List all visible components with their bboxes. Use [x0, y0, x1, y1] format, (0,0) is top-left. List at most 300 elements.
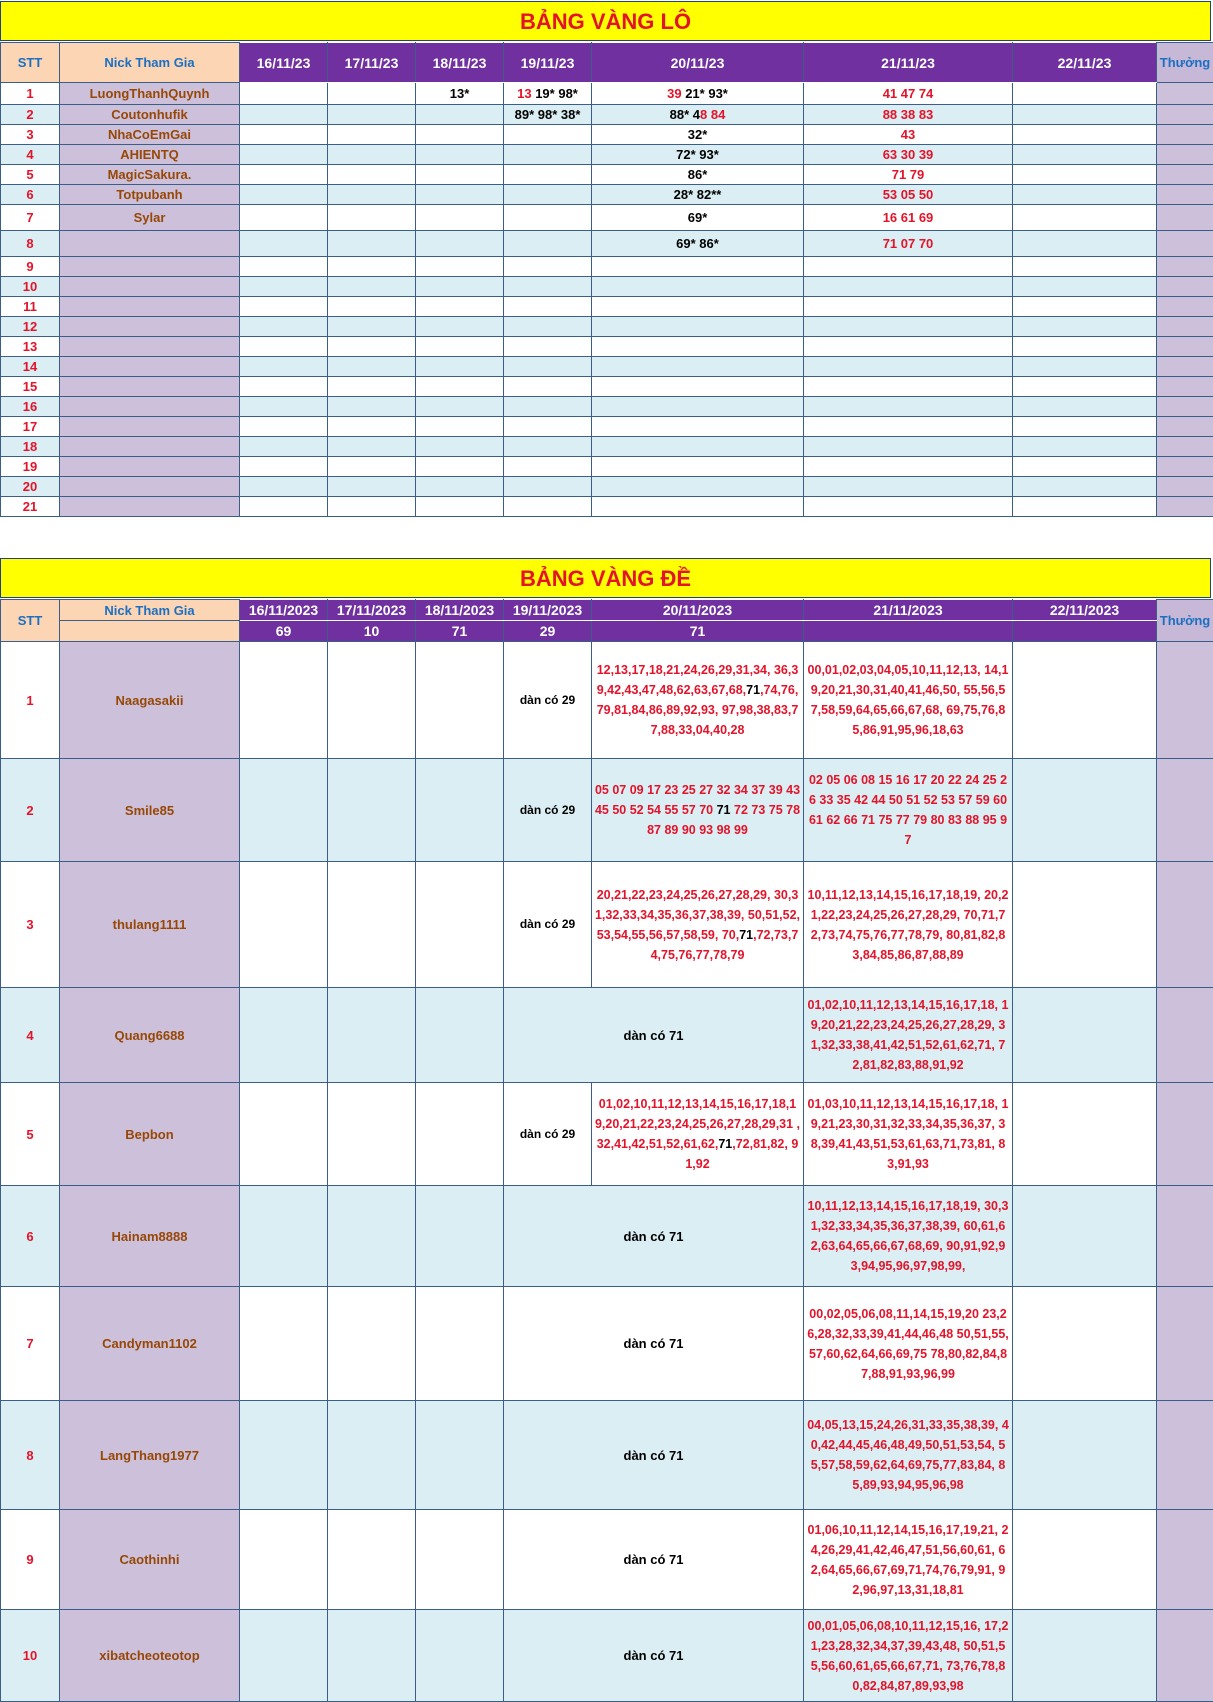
de-cell-18: [416, 759, 504, 862]
lo-cell-18: [416, 457, 504, 477]
lo-table-row: [1, 397, 1213, 417]
de-cell-18: [416, 862, 504, 988]
lo-row-nick: [60, 317, 240, 337]
lo-cell-20: [592, 231, 804, 257]
lo-cell-22: [1013, 297, 1157, 317]
de-row-thuong: [1157, 862, 1213, 988]
lo-cell-21: 63 30 39: [804, 145, 1013, 165]
lo-cell-18: [416, 477, 504, 497]
lo-cell-19: [504, 205, 592, 231]
lo-row-nick: [60, 417, 240, 437]
lo-row-nick: [60, 257, 240, 277]
lo-row-nick: MagicSakura.: [60, 165, 240, 185]
lo-cell-21: [804, 257, 1013, 277]
lo-row-stt: 14: [1, 357, 60, 377]
lo-cell-17: [328, 205, 416, 231]
lo-cell-22: [1013, 205, 1157, 231]
lo-cell-16: [240, 457, 328, 477]
lo-row-thuong: [1157, 477, 1213, 497]
lo-row-stt: 13: [1, 337, 60, 357]
lo-cell-22: [1013, 477, 1157, 497]
lo-cell-22: [1013, 257, 1157, 277]
lo-row-nick: [60, 437, 240, 457]
de-date-header: 20/11/2023: [592, 600, 804, 621]
de-cell-20: [592, 759, 804, 862]
de-row-thuong: [1157, 1510, 1213, 1610]
lo-row-nick: NhaCoEmGai: [60, 125, 240, 145]
lo-cell-20: [592, 257, 804, 277]
lo-row-thuong: [1157, 437, 1213, 457]
lo-table-row: [1, 83, 1213, 105]
de-cell-22: [1013, 1287, 1157, 1401]
lo-row-nick: Totpubanh: [60, 185, 240, 205]
de-row-nick: Quang6688: [60, 988, 240, 1083]
lo-cell-19: [504, 337, 592, 357]
lo-cell-18: 13*: [416, 83, 504, 105]
de-cell-22: [1013, 1186, 1157, 1287]
de-row-thuong: [1157, 1287, 1213, 1401]
lo-cell-21: [804, 337, 1013, 357]
lo-cell-18: [416, 165, 504, 185]
lo-cell-21: 88 38 83: [804, 105, 1013, 125]
lo-cell-18: [416, 205, 504, 231]
lo-pick-text: 69* 86*: [676, 236, 719, 251]
de-hit-number: 71: [746, 683, 760, 697]
de-cell-17: [328, 642, 416, 759]
de-row-stt: 4: [1, 988, 60, 1083]
lo-hit-number: 8 84: [700, 107, 725, 122]
lo-row-thuong: [1157, 297, 1213, 317]
de-cell-16: [240, 759, 328, 862]
lo-cell-18: [416, 317, 504, 337]
de-pick-numbers: 05 07 09 17 23 25 27 32 34 37 39 43 45 50 52 54 55 57 70: [595, 783, 800, 817]
lo-row-nick: Sylar: [60, 205, 240, 231]
lo-cell-18: [416, 417, 504, 437]
lo-hit-number: 13: [517, 86, 531, 101]
lo-cell-18: [416, 377, 504, 397]
de-nick-header-blank: [60, 621, 240, 642]
lo-date-header: 21/11/23: [804, 43, 1013, 83]
lo-row-stt: 3: [1, 125, 60, 145]
lo-row-nick: LuongThanhQuynh: [60, 83, 240, 105]
de-result-value: [804, 621, 1013, 642]
lo-cell-17: [328, 497, 416, 517]
lo-cell-21: [804, 277, 1013, 297]
de-row-nick: Hainam8888: [60, 1186, 240, 1287]
lo-cell-21: [804, 497, 1013, 517]
lo-cell-22: [1013, 357, 1157, 377]
lo-cell-22: [1013, 231, 1157, 257]
lo-row-thuong: [1157, 257, 1213, 277]
lo-cell-16: [240, 105, 328, 125]
de-cell-17: [328, 759, 416, 862]
de-cell-22: [1013, 862, 1157, 988]
de-table-row: [1, 759, 1213, 862]
de-date-header: 16/11/2023: [240, 600, 328, 621]
de-row-thuong: [1157, 1186, 1213, 1287]
lo-cell-16: [240, 377, 328, 397]
lo-row-stt: 4: [1, 145, 60, 165]
lo-cell-17: [328, 477, 416, 497]
de-title: BẢNG VÀNG ĐỀ: [520, 566, 691, 591]
lo-row-stt: 17: [1, 417, 60, 437]
lo-row-nick: [60, 357, 240, 377]
lo-cell-22: [1013, 397, 1157, 417]
lo-table-row: [1, 337, 1213, 357]
lo-cell-20: [592, 205, 804, 231]
de-row-nick: Caothinhi: [60, 1510, 240, 1610]
lo-cell-22: [1013, 145, 1157, 165]
lo-row-thuong: [1157, 497, 1213, 517]
lo-row-stt: 15: [1, 377, 60, 397]
de-row-nick: Bepbon: [60, 1083, 240, 1186]
lo-cell-19: [504, 185, 592, 205]
lo-table-row: [1, 185, 1213, 205]
lo-cell-18: [416, 257, 504, 277]
lo-cell-17: [328, 257, 416, 277]
de-hit-number: 71: [739, 928, 753, 942]
lo-pick-text: 88* 4: [670, 107, 700, 122]
de-cell-21: 00,01,05,06,08,10,11,12,15,16, 17,21,23,28,32,34,37,39,43,48, 50,51,55,56,60,61,65,66,67,71, 73,76,78,80,82,84,87,89,93,98: [804, 1610, 1013, 1702]
de-row-nick: xibatcheoteotop: [60, 1610, 240, 1702]
de-cell-18: [416, 1186, 504, 1287]
de-row-thuong: [1157, 988, 1213, 1083]
lo-row-thuong: [1157, 357, 1213, 377]
lo-cell-20: [592, 497, 804, 517]
de-cell-16: [240, 1401, 328, 1510]
de-cell-dan-merged: dàn có 71: [504, 1510, 804, 1610]
lo-cell-19: [504, 497, 592, 517]
de-row-nick: LangThang1977: [60, 1401, 240, 1510]
lo-cell-16: [240, 357, 328, 377]
lo-cell-21: 43: [804, 125, 1013, 145]
de-cell-18: [416, 988, 504, 1083]
lo-cell-17: [328, 83, 416, 105]
de-row-stt: 3: [1, 862, 60, 988]
lo-table-row: [1, 437, 1213, 457]
de-table-row: [1, 1510, 1213, 1610]
de-date-header: 22/11/2023: [1013, 600, 1157, 621]
lo-pick-text: 72* 93*: [676, 147, 719, 162]
lo-cell-17: [328, 437, 416, 457]
de-cell-18: [416, 1510, 504, 1610]
lo-date-header: 16/11/23: [240, 43, 328, 83]
lo-row-stt: 8: [1, 231, 60, 257]
lo-row-stt: 9: [1, 257, 60, 277]
de-row-stt: 2: [1, 759, 60, 862]
lo-row-stt: 20: [1, 477, 60, 497]
lo-row-thuong: [1157, 457, 1213, 477]
lo-row-thuong: [1157, 165, 1213, 185]
lo-cell-16: [240, 165, 328, 185]
de-cell-21: 10,11,12,13,14,15,16,17,18,19, 20,21,22,23,24,25,26,27,28,29, 70,71,72,73,74,75,76,77,78,79, 80,81,82,83,84,85,86,87,88,89: [804, 862, 1013, 988]
lo-cell-19: [504, 145, 592, 165]
lo-cell-16: [240, 397, 328, 417]
lo-cell-21: 41 47 74: [804, 83, 1013, 105]
de-date-header: 19/11/2023: [504, 600, 592, 621]
de-cell-16: [240, 1287, 328, 1401]
lo-cell-17: [328, 417, 416, 437]
de-table-row: [1, 988, 1213, 1083]
lo-cell-22: [1013, 83, 1157, 105]
lo-cell-20: [592, 277, 804, 297]
de-cell-dan-merged: dàn có 71: [504, 1186, 804, 1287]
de-cell-22: [1013, 1083, 1157, 1186]
lo-cell-22: [1013, 185, 1157, 205]
lo-cell-19: [504, 437, 592, 457]
de-table-row: [1, 1287, 1213, 1401]
de-row-nick: thulang1111: [60, 862, 240, 988]
lo-table-row: [1, 125, 1213, 145]
lo-row-thuong: [1157, 377, 1213, 397]
de-row-thuong: [1157, 1610, 1213, 1702]
de-table: [0, 599, 1213, 1702]
de-result-value: 29: [504, 621, 592, 642]
de-cell-17: [328, 988, 416, 1083]
lo-date-header: 17/11/23: [328, 43, 416, 83]
lo-cell-21: 71 79: [804, 165, 1013, 185]
lo-cell-16: [240, 497, 328, 517]
lo-cell-17: [328, 231, 416, 257]
lo-cell-22: [1013, 337, 1157, 357]
de-table-row: [1, 862, 1213, 988]
lo-row-stt: 6: [1, 185, 60, 205]
lo-cell-19: [504, 357, 592, 377]
lo-cell-22: [1013, 437, 1157, 457]
de-cell-21: 01,02,10,11,12,13,14,15,16,17,18, 19,20,21,22,23,24,25,26,27,28,29, 31,32,33,38,41,42,51,52,61,62,71, 72,81,82,83,88,91,92: [804, 988, 1013, 1083]
de-cell-18: [416, 1287, 504, 1401]
lo-table-row: [1, 357, 1213, 377]
lo-cell-21: [804, 417, 1013, 437]
lo-cell-20: [592, 457, 804, 477]
lo-header-row: [1, 43, 1213, 83]
lo-cell-16: [240, 277, 328, 297]
lo-cell-16: [240, 477, 328, 497]
lo-row-thuong: [1157, 337, 1213, 357]
lo-row-thuong: [1157, 125, 1213, 145]
lo-cell-19: [504, 277, 592, 297]
de-cell-19: dàn có 29: [504, 1083, 592, 1186]
lo-table-row: [1, 477, 1213, 497]
de-row-stt: 8: [1, 1401, 60, 1510]
lo-cell-16: [240, 205, 328, 231]
de-row-nick: Smile85: [60, 759, 240, 862]
lo-row-thuong: [1157, 83, 1213, 105]
lo-cell-16: [240, 417, 328, 437]
lo-cell-18: [416, 125, 504, 145]
lo-title-banner: [0, 1, 1211, 41]
lo-cell-22: [1013, 165, 1157, 185]
lo-pick-text: 19* 98*: [532, 86, 578, 101]
de-row-nick: Naagasakii: [60, 642, 240, 759]
de-thuong-header: Thưởng: [1157, 600, 1213, 642]
de-cell-20: [592, 1083, 804, 1186]
lo-table-row: [1, 497, 1213, 517]
de-table-row: [1, 1186, 1213, 1287]
lo-row-nick: [60, 337, 240, 357]
de-cell-16: [240, 862, 328, 988]
lo-cell-20: [592, 397, 804, 417]
lo-pick-text: 69*: [688, 210, 708, 225]
lo-cell-20: [592, 437, 804, 457]
lo-row-thuong: [1157, 397, 1213, 417]
lo-cell-18: [416, 231, 504, 257]
lo-row-stt: 2: [1, 105, 60, 125]
lo-cell-19: [504, 105, 592, 125]
de-cell-18: [416, 1083, 504, 1186]
lo-pick-text: 86*: [688, 167, 708, 182]
lo-date-header: 22/11/23: [1013, 43, 1157, 83]
lo-row-stt: 16: [1, 397, 60, 417]
lo-table-row: [1, 165, 1213, 185]
lo-cell-16: [240, 257, 328, 277]
lo-pick-text: 21* 93*: [682, 86, 728, 101]
lo-row-stt: 1: [1, 83, 60, 105]
lo-cell-22: [1013, 497, 1157, 517]
lo-cell-17: [328, 337, 416, 357]
de-cell-dan-merged: dàn có 71: [504, 1401, 804, 1510]
de-row-nick: Candyman1102: [60, 1287, 240, 1401]
lo-stt-header: STT: [1, 43, 60, 83]
de-result-row: [1, 621, 1213, 642]
de-table-row: [1, 1083, 1213, 1186]
lo-cell-17: [328, 185, 416, 205]
lo-table-row: [1, 145, 1213, 165]
de-cell-21: 01,06,10,11,12,14,15,16,17,19,21, 24,26,29,41,42,46,47,51,56,60,61, 62,64,65,66,67,69,71,74,76,79,91, 92,96,97,13,31,18,81: [804, 1510, 1013, 1610]
lo-cell-17: [328, 145, 416, 165]
lo-cell-17: [328, 165, 416, 185]
de-cell-16: [240, 1510, 328, 1610]
lo-hit-number: 39: [667, 86, 681, 101]
lo-date-header: 19/11/23: [504, 43, 592, 83]
de-cell-16: [240, 1610, 328, 1702]
lo-cell-18: [416, 357, 504, 377]
de-cell-18: [416, 642, 504, 759]
lo-title: BẢNG VÀNG LÔ: [520, 9, 691, 34]
lo-pick-text: 32*: [688, 127, 708, 142]
lo-cell-19: [504, 397, 592, 417]
lo-table-row: [1, 231, 1213, 257]
lo-row-nick: Coutonhufik: [60, 105, 240, 125]
lo-cell-21: [804, 377, 1013, 397]
lo-cell-17: [328, 125, 416, 145]
lo-cell-22: [1013, 125, 1157, 145]
lo-cell-19: [504, 257, 592, 277]
lo-table-row: [1, 457, 1213, 477]
lo-cell-19: [504, 377, 592, 397]
de-cell-21: 00,01,02,03,04,05,10,11,12,13, 14,19,20,21,30,31,40,41,46,50, 55,56,57,58,59,64,65,66,67,68, 69,75,76,85,86,91,95,96,18,63: [804, 642, 1013, 759]
de-cell-dan-merged: dàn có 71: [504, 1610, 804, 1702]
lo-cell-19: [504, 317, 592, 337]
lo-cell-19: [504, 165, 592, 185]
de-table-row: [1, 1401, 1213, 1510]
lo-cell-18: [416, 297, 504, 317]
lo-cell-22: [1013, 457, 1157, 477]
de-cell-16: [240, 1186, 328, 1287]
de-cell-17: [328, 1510, 416, 1610]
lo-table-row: [1, 205, 1213, 231]
de-nick-header: Nick Tham Gia: [60, 600, 240, 621]
de-result-value: [1013, 621, 1157, 642]
lo-cell-21: 16 61 69: [804, 205, 1013, 231]
lo-cell-20: [592, 377, 804, 397]
de-table-row: [1, 1610, 1213, 1702]
de-cell-17: [328, 862, 416, 988]
de-row-thuong: [1157, 759, 1213, 862]
lo-cell-19: [504, 297, 592, 317]
lo-cell-21: [804, 437, 1013, 457]
lo-row-nick: [60, 377, 240, 397]
lo-table-row: [1, 377, 1213, 397]
de-date-header: 18/11/2023: [416, 600, 504, 621]
lo-row-thuong: [1157, 277, 1213, 297]
lo-cell-20: [592, 185, 804, 205]
lo-row-nick: [60, 297, 240, 317]
de-row-stt: 7: [1, 1287, 60, 1401]
lo-cell-21: 71 07 70: [804, 231, 1013, 257]
lo-cell-21: [804, 397, 1013, 417]
de-row-stt: 1: [1, 642, 60, 759]
de-cell-20: [592, 642, 804, 759]
lo-pick-text: 28* 82**: [674, 187, 722, 202]
de-cell-17: [328, 1186, 416, 1287]
de-row-stt: 5: [1, 1083, 60, 1186]
lo-cell-21: [804, 477, 1013, 497]
lo-table-row: [1, 277, 1213, 297]
de-result-value: 71: [592, 621, 804, 642]
de-row-stt: 9: [1, 1510, 60, 1610]
lo-cell-21: [804, 357, 1013, 377]
lo-cell-19: [504, 125, 592, 145]
lo-table: [0, 42, 1213, 517]
de-result-value: 71: [416, 621, 504, 642]
de-cell-17: [328, 1610, 416, 1702]
lo-cell-17: [328, 277, 416, 297]
lo-cell-21: [804, 317, 1013, 337]
lo-row-stt: 10: [1, 277, 60, 297]
lo-row-nick: [60, 497, 240, 517]
lo-cell-21: [804, 457, 1013, 477]
de-cell-22: [1013, 988, 1157, 1083]
lo-row-stt: 21: [1, 497, 60, 517]
lo-cell-20: [592, 417, 804, 437]
lo-cell-17: [328, 317, 416, 337]
lo-row-stt: 7: [1, 205, 60, 231]
lo-cell-17: [328, 377, 416, 397]
de-row-thuong: [1157, 1401, 1213, 1510]
lo-date-header: 18/11/23: [416, 43, 504, 83]
lo-cell-16: [240, 317, 328, 337]
lo-cell-19: [504, 417, 592, 437]
de-cell-18: [416, 1610, 504, 1702]
lo-cell-17: [328, 297, 416, 317]
de-cell-17: [328, 1401, 416, 1510]
de-cell-22: [1013, 1401, 1157, 1510]
de-cell-22: [1013, 759, 1157, 862]
lo-row-stt: 11: [1, 297, 60, 317]
de-row-stt: 10: [1, 1610, 60, 1702]
lo-table-row: [1, 297, 1213, 317]
de-table-row: [1, 642, 1213, 759]
de-cell-22: [1013, 1510, 1157, 1610]
lo-cell-16: [240, 125, 328, 145]
lo-thuong-header: Thưởng: [1157, 43, 1213, 83]
lo-cell-18: [416, 105, 504, 125]
lo-cell-18: [416, 397, 504, 417]
lo-cell-16: [240, 83, 328, 105]
lo-cell-21: 53 05 50: [804, 185, 1013, 205]
de-cell-19: dàn có 29: [504, 759, 592, 862]
